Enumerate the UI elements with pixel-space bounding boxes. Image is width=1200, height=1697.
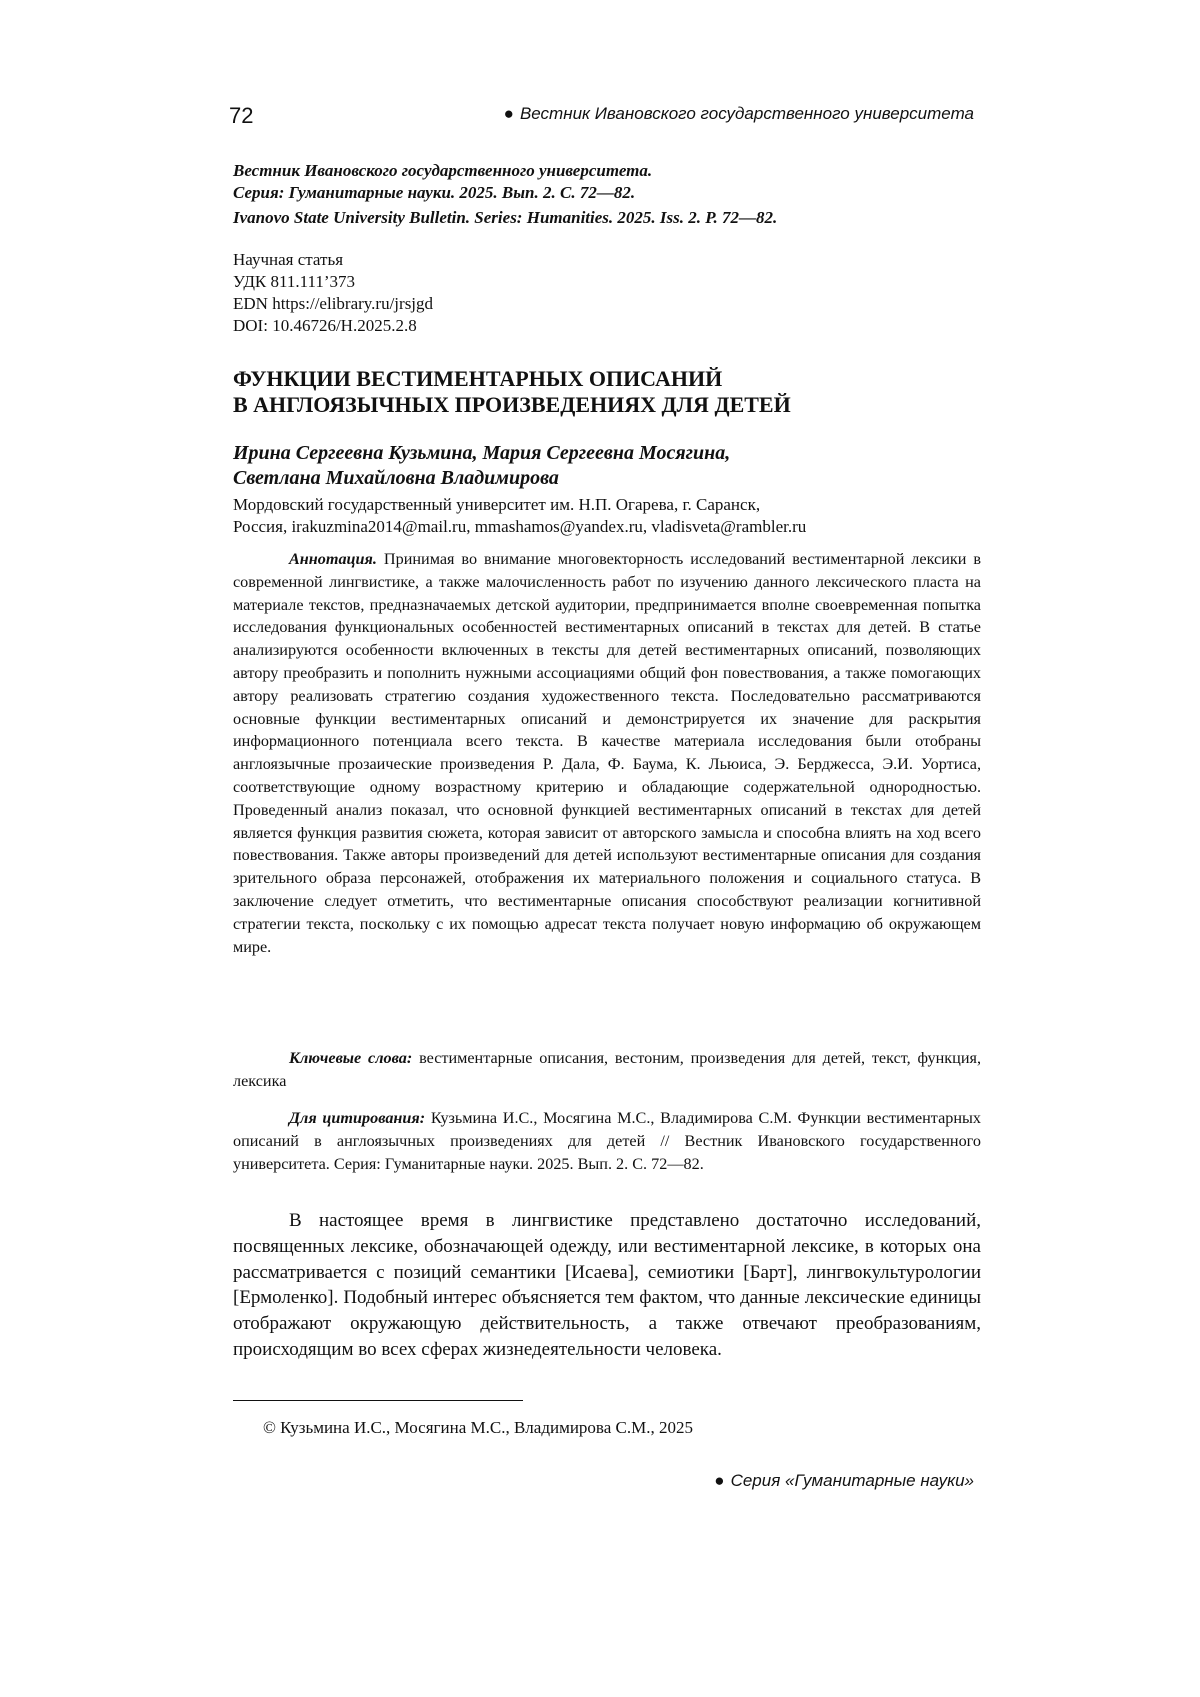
- page-number: 72: [229, 103, 253, 129]
- edn: EDN https://elibrary.ru/jrsjgd: [233, 293, 433, 315]
- running-head-text: Вестник Ивановского государственного университета: [520, 104, 974, 123]
- title-line1: ФУНКЦИИ ВЕСТИМЕНТАРНЫХ ОПИСАНИЙ: [233, 366, 993, 392]
- running-head: [504, 104, 974, 124]
- journal-citation: [233, 160, 993, 229]
- keywords-text: вестиментарные описания, вестоним, произведения для детей, текст, функция, лексика: [233, 1049, 981, 1090]
- abstract-label: Аннотация.: [289, 550, 377, 568]
- journal-page: [0, 0, 1200, 1697]
- for-citation-text: Кузьмина И.С., Мосягина М.С., Владимирова С.М. Функции вестиментарных описаний в англоязычных произведениях для детей // Вестник Ивановского государственного университета. Серия: Гуманитарные науки. 2025. Вып. 2. С. 72—82.: [233, 1109, 981, 1173]
- citation-en: Ivanovo State University Bulletin. Series: Humanities. 2025. Iss. 2. P. 72—82.: [233, 207, 993, 229]
- authors-line1: Ирина Сергеевна Кузьмина, Мария Сергеевна Мосягина,: [233, 441, 993, 466]
- article-type: Научная статья: [233, 249, 433, 271]
- series-footer: [714, 1471, 974, 1491]
- affiliation-line2: Россия, irakuzmina2014@mail.ru, mmashamos@yandex.ru, vladisveta@rambler.ru: [233, 516, 993, 538]
- article-meta: [233, 249, 433, 337]
- bullet-icon: ●: [714, 1471, 724, 1490]
- bullet-icon: ●: [504, 104, 514, 123]
- affiliation-line1: Мордовский государственный университет им. Н.П. Огарева, г. Саранск,: [233, 494, 993, 516]
- article-title: [233, 366, 993, 418]
- copyright-footnote: © Кузьмина И.С., Мосягина М.С., Владимирова С.М., 2025: [263, 1418, 693, 1438]
- abstract: [233, 548, 981, 958]
- citation-ru-line1: Вестник Ивановского государственного университета.: [233, 160, 993, 182]
- for-citation-label: Для цитирования:: [289, 1109, 425, 1127]
- authors: [233, 441, 993, 491]
- abstract-text: Принимая во внимание многовекторность исследований вестиментарной лексики в современной лингвистике, а также малочисленность работ по изучению данного лексического пласта на материале текстов, предназначаемых детской аудитории, предпринимается вполне своевременная попытка исследования функциональных особенностей вестиментарных описаний в текстах для детей. В статье анализируются особенности включенных в тексты для детей вестиментарных описаний, позволяющих автору преобразить и пополнить нужными ассоциациями общий фон повествования, а также помогающих автору реализовать стратегию создания художественного текста. Последовательно рассматриваются основные функции вестиментарных описаний и демонстрируется их значение для раскрытия информационного потенциала всего текста. В качестве материала исследования были отобраны англоязычные прозаические произведения Р. Дала, Ф. Баума, К. Льюиса, Э. Берджесса, Э.И. Уортиса, соответствующие одному возрастному критерию и обладающие содержательной однородностью. Проведенный анализ показал, что основной функцией вестиментарных описаний в текстах для детей является функция развития сюжета, которая зависит от авторского замысла и способна влиять на ход всего повествования. Также авторы произведений для детей используют вестиментарные описания для создания зрительного образа персонажей, отображения их материального положения и социального статуса. В заключение следует отметить, что вестиментарные описания способствуют реализации когнитивной стратегии текста, поскольку с их помощью адресат текста получает новую информацию об окружающем мире.: [233, 550, 981, 956]
- authors-line2: Светлана Михайловна Владимирова: [233, 466, 993, 491]
- series-footer-text: Серия «Гуманитарные науки»: [731, 1471, 974, 1490]
- title-line2: В АНГЛОЯЗЫЧНЫХ ПРОИЗВЕДЕНИЯХ ДЛЯ ДЕТЕЙ: [233, 392, 993, 418]
- udk: УДК 811.111’373: [233, 271, 433, 293]
- keywords-label: Ключевые слова:: [289, 1049, 412, 1067]
- citation-ru-line2: Серия: Гуманитарные науки. 2025. Вып. 2. С. 72—82.: [233, 182, 993, 204]
- doi: DOI: 10.46726/H.2025.2.8: [233, 315, 433, 337]
- body-paragraph: В настоящее время в лингвистике представлено достаточно исследований, посвященных лексике, обозначающей одежду, или вестиментарной лексике, в которых она рассматривается с позиций семантики [Исаева], семиотики [Барт], лингвокультурологии [Ермоленко]. Подобный интерес объясняется тем фактом, что данные лексические единицы отображают окружающую действительность, а также отвечают преобразованиям, происходящим во всех сферах жизнедеятельности человека.: [233, 1208, 981, 1363]
- for-citation: [233, 1107, 981, 1175]
- keywords: [233, 1047, 981, 1093]
- affiliation: [233, 494, 993, 538]
- footnote-divider: [233, 1400, 523, 1401]
